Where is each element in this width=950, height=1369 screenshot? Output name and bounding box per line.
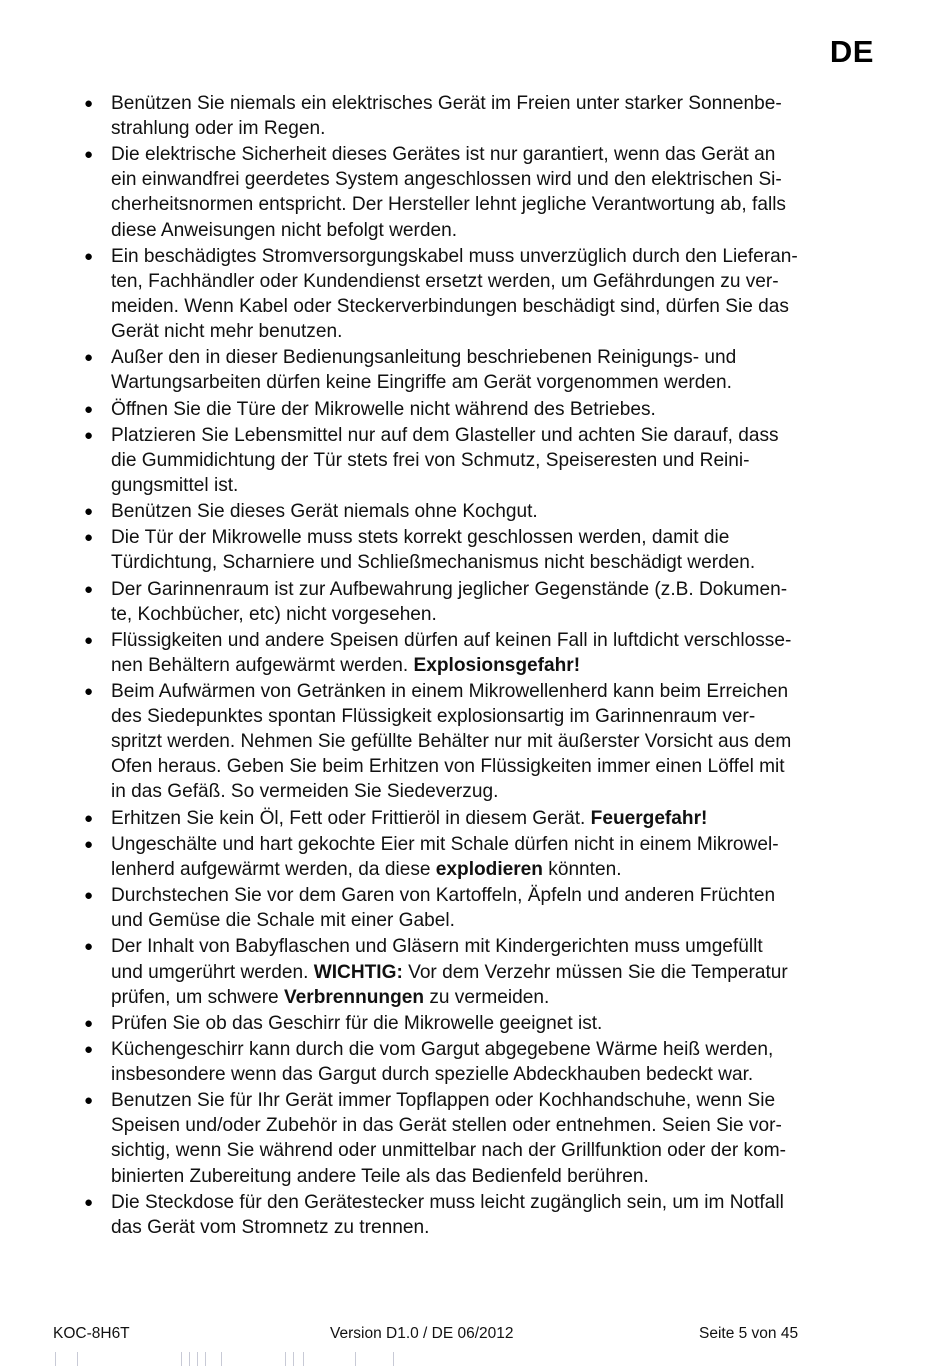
bullet-icon: ● bbox=[84, 426, 94, 444]
text-line bbox=[111, 192, 892, 217]
safety-instructions-list bbox=[82, 91, 892, 1241]
text-segment: Öffnen Sie die Türe der Mikrowelle nicht während des Betriebes. bbox=[111, 398, 656, 420]
text-line bbox=[111, 1138, 892, 1163]
text-segment: Vor dem Verzehr müssen Sie die Temperatur bbox=[402, 961, 788, 983]
text-line bbox=[111, 1062, 892, 1087]
text-segment: Prüfen Sie ob das Geschirr für die Mikrowelle geeignet ist. bbox=[111, 1012, 603, 1034]
bullet-icon: ● bbox=[84, 580, 94, 598]
text-segment: Der Garinnenraum ist zur Aufbewahrung jeglicher Gegenstände (z.B. Dokumen- bbox=[111, 578, 788, 600]
text-segment: Der Inhalt von Babyflaschen und Gläsern mit Kindergerichten muss umgefüllt bbox=[111, 936, 763, 958]
text-segment: Platzieren Sie Lebensmittel nur auf dem Glasteller und achten Sie darauf, dass bbox=[111, 424, 779, 446]
text-segment: meiden. Wenn Kabel oder Steckerverbindungen beschädigt sind, dürfen Sie das bbox=[111, 295, 789, 317]
bullet-item bbox=[82, 934, 892, 1009]
text-segment: Türdichtung, Scharniere und Schließmechanismus nicht beschädigt werden. bbox=[111, 552, 756, 574]
text-segment: Benützen Sie dieses Gerät niemals ohne Kochgut. bbox=[111, 501, 538, 523]
text-line bbox=[111, 1190, 892, 1215]
text-segment: könnten. bbox=[542, 858, 622, 880]
emphasis-text: Feuergefahr! bbox=[590, 807, 708, 829]
text-segment: strahlung oder im Regen. bbox=[111, 118, 326, 140]
text-segment: ein einwandfrei geerdetes System angeschlossen wird und den elektrischen Si- bbox=[111, 169, 782, 191]
text-line bbox=[111, 883, 892, 908]
text-segment: Ein beschädigtes Stromversorgungskabel muss unverzüglich durch den Lieferan- bbox=[111, 245, 798, 267]
bullet-item bbox=[82, 628, 892, 678]
text-line bbox=[111, 473, 892, 498]
bullet-item bbox=[82, 806, 892, 831]
text-line bbox=[111, 832, 892, 857]
text-segment: die Gummidichtung der Tür stets frei von Schmutz, Speiseresten und Reini- bbox=[111, 449, 750, 471]
text-line bbox=[111, 525, 892, 550]
bullet-item bbox=[82, 91, 892, 141]
bullet-icon: ● bbox=[84, 1193, 94, 1211]
footer-version: Version D1.0 / DE 06/2012 bbox=[330, 1325, 514, 1342]
text-segment: Gerät nicht mehr benutzen. bbox=[111, 321, 343, 343]
text-segment: Außer den in dieser Bedienungsanleitung beschriebenen Reinigungs- und bbox=[111, 347, 737, 369]
text-line bbox=[111, 908, 892, 933]
bullet-item bbox=[82, 244, 892, 344]
text-line bbox=[111, 1088, 892, 1113]
bullet-item bbox=[82, 499, 892, 524]
text-line bbox=[111, 1037, 892, 1062]
scan-artifact-marks bbox=[55, 1352, 415, 1366]
text-segment: Küchengeschirr kann durch die vom Gargut abgegebene Wärme heiß werden, bbox=[111, 1038, 774, 1060]
language-label: DE bbox=[829, 34, 874, 69]
text-line bbox=[111, 550, 892, 575]
text-line bbox=[111, 985, 892, 1010]
text-line bbox=[111, 729, 892, 754]
text-line bbox=[111, 218, 892, 243]
text-segment: Ungeschälte und hart gekochte Eier mit Schale dürfen nicht in einem Mikrowel- bbox=[111, 833, 779, 855]
bullet-item bbox=[82, 832, 892, 882]
text-segment: Wartungsarbeiten dürfen keine Eingriffe am Gerät vorgenommen werden. bbox=[111, 372, 732, 394]
bullet-icon: ● bbox=[84, 1014, 94, 1032]
emphasis-text: explodieren bbox=[435, 858, 543, 880]
text-segment: Ofen heraus. Geben Sie beim Erhitzen von Flüssigkeiten immer einen Löffel mit bbox=[111, 756, 785, 778]
bullet-item bbox=[82, 1037, 892, 1087]
bullet-item bbox=[82, 1011, 892, 1036]
text-segment: und Gemüse die Schale mit einer Gabel. bbox=[111, 910, 455, 932]
text-line bbox=[111, 602, 892, 627]
text-segment: das Gerät vom Stromnetz zu trennen. bbox=[111, 1216, 430, 1238]
text-line bbox=[111, 806, 892, 831]
text-line bbox=[111, 934, 892, 959]
text-segment: Benützen Sie niemals ein elektrisches Gerät im Freien unter starker Sonnenbe- bbox=[111, 93, 782, 114]
text-line bbox=[111, 1113, 892, 1138]
emphasis-text: Verbrennungen bbox=[283, 986, 425, 1008]
text-line bbox=[111, 319, 892, 344]
text-segment: te, Kochbücher, etc) nicht vorgesehen. bbox=[111, 603, 437, 625]
text-line bbox=[111, 704, 892, 729]
text-segment: spritzt werden. Nehmen Sie gefüllte Behälter nur mit äußerster Vorsicht aus dem bbox=[111, 731, 792, 753]
text-line bbox=[111, 397, 892, 422]
text-segment: des Siedepunktes spontan Flüssigkeit explosionsartig im Garinnenraum ver- bbox=[111, 706, 756, 728]
bullet-item bbox=[82, 679, 892, 804]
text-segment: und umgerührt werden. bbox=[111, 961, 314, 983]
text-line bbox=[111, 679, 892, 704]
text-segment: insbesondere wenn das Gargut durch spezielle Abdeckhauben bedeckt war. bbox=[111, 1064, 754, 1086]
text-segment: Benutzen Sie für Ihr Gerät immer Topflappen oder Kochhandschuhe, wenn Sie bbox=[111, 1090, 776, 1112]
bullet-item bbox=[82, 142, 892, 242]
text-segment: prüfen, um schwere bbox=[111, 986, 284, 1008]
text-segment: cherheitsnormen entspricht. Der Hersteller lehnt jegliche Verantwortung ab, falls bbox=[111, 194, 786, 216]
bullet-icon: ● bbox=[84, 1092, 94, 1110]
text-line bbox=[111, 370, 892, 395]
text-segment: Flüssigkeiten und andere Speisen dürfen auf keinen Fall in luftdicht verschlosse- bbox=[111, 629, 792, 651]
text-segment: Durchstechen Sie vor dem Garen von Kartoffeln, Äpfeln und anderen Früchten bbox=[111, 885, 776, 907]
bullet-item bbox=[82, 1190, 892, 1240]
text-segment: gungsmittel ist. bbox=[111, 474, 239, 496]
text-line bbox=[111, 244, 892, 269]
text-line bbox=[111, 960, 892, 985]
text-segment: ten, Fachhändler oder Kundendienst ersetzt werden, um Gefährdungen zu ver- bbox=[111, 270, 779, 292]
footer-page-number: Seite 5 von 45 bbox=[699, 1325, 799, 1342]
bullet-icon: ● bbox=[84, 146, 94, 164]
text-line bbox=[111, 628, 892, 653]
bullet-item bbox=[82, 577, 892, 627]
text-line bbox=[111, 294, 892, 319]
text-line bbox=[111, 167, 892, 192]
bullet-item bbox=[82, 883, 892, 933]
text-segment: binierten Zubereitung andere Teile als das Bedienfeld berühren. bbox=[111, 1165, 649, 1187]
bullet-icon: ● bbox=[84, 809, 94, 827]
bullet-icon: ● bbox=[84, 349, 94, 367]
emphasis-text: WICHTIG: bbox=[313, 961, 403, 983]
bullet-item bbox=[82, 423, 892, 498]
bullet-item bbox=[82, 397, 892, 422]
bullet-icon: ● bbox=[84, 938, 94, 956]
text-line bbox=[111, 754, 892, 779]
text-line bbox=[111, 345, 892, 370]
footer-model: KOC-8H6T bbox=[53, 1325, 130, 1342]
text-segment: Erhitzen Sie kein Öl, Fett oder Frittieröl in diesem Gerät. bbox=[111, 807, 591, 829]
bullet-icon: ● bbox=[84, 529, 94, 547]
text-line bbox=[111, 448, 892, 473]
text-segment: zu vermeiden. bbox=[424, 986, 550, 1008]
bullet-icon: ● bbox=[84, 1040, 94, 1058]
bullet-icon: ● bbox=[84, 503, 94, 521]
bullet-icon: ● bbox=[84, 400, 94, 418]
bullet-icon: ● bbox=[84, 247, 94, 265]
text-line bbox=[111, 1164, 892, 1189]
text-segment: Speisen und/oder Zubehör in das Gerät stellen oder entnehmen. Seien Sie vor- bbox=[111, 1115, 782, 1137]
text-line bbox=[111, 91, 892, 116]
bullet-icon: ● bbox=[84, 631, 94, 649]
text-line bbox=[111, 1011, 892, 1036]
bullet-item bbox=[82, 525, 892, 575]
text-line bbox=[111, 653, 892, 678]
text-line bbox=[111, 142, 892, 167]
bullet-item bbox=[82, 345, 892, 395]
text-line bbox=[111, 779, 892, 804]
text-line bbox=[111, 1215, 892, 1240]
text-line bbox=[111, 577, 892, 602]
text-segment: Die Tür der Mikrowelle muss stets korrekt geschlossen werden, damit die bbox=[111, 527, 730, 549]
text-segment: Die elektrische Sicherheit dieses Gerätes ist nur garantiert, wenn das Gerät an bbox=[111, 144, 776, 166]
text-line bbox=[111, 116, 892, 141]
text-segment: in das Gefäß. So vermeiden Sie Siedeverzug. bbox=[111, 781, 499, 803]
bullet-icon: ● bbox=[84, 835, 94, 853]
bullet-item bbox=[82, 1088, 892, 1188]
text-line bbox=[111, 269, 892, 294]
text-segment: sichtig, wenn Sie während oder unmittelbar nach der Grillfunktion oder der kom- bbox=[111, 1140, 786, 1162]
text-segment: Die Steckdose für den Gerätestecker muss leicht zugänglich sein, um im Notfall bbox=[111, 1191, 784, 1213]
bullet-icon: ● bbox=[84, 887, 94, 905]
text-segment: diese Anweisungen nicht befolgt werden. bbox=[111, 219, 458, 241]
bullet-icon: ● bbox=[84, 683, 94, 701]
text-segment: Beim Aufwärmen von Getränken in einem Mikrowellenherd kann beim Erreichen bbox=[111, 681, 789, 703]
text-line bbox=[111, 423, 892, 448]
bullet-icon: ● bbox=[84, 95, 94, 112]
text-segment: nen Behältern aufgewärmt werden. bbox=[111, 654, 414, 676]
text-segment: lenherd aufgewärmt werden, da diese bbox=[111, 858, 436, 880]
text-line bbox=[111, 857, 892, 882]
emphasis-text: Explosionsgefahr! bbox=[413, 654, 581, 676]
text-line bbox=[111, 499, 892, 524]
